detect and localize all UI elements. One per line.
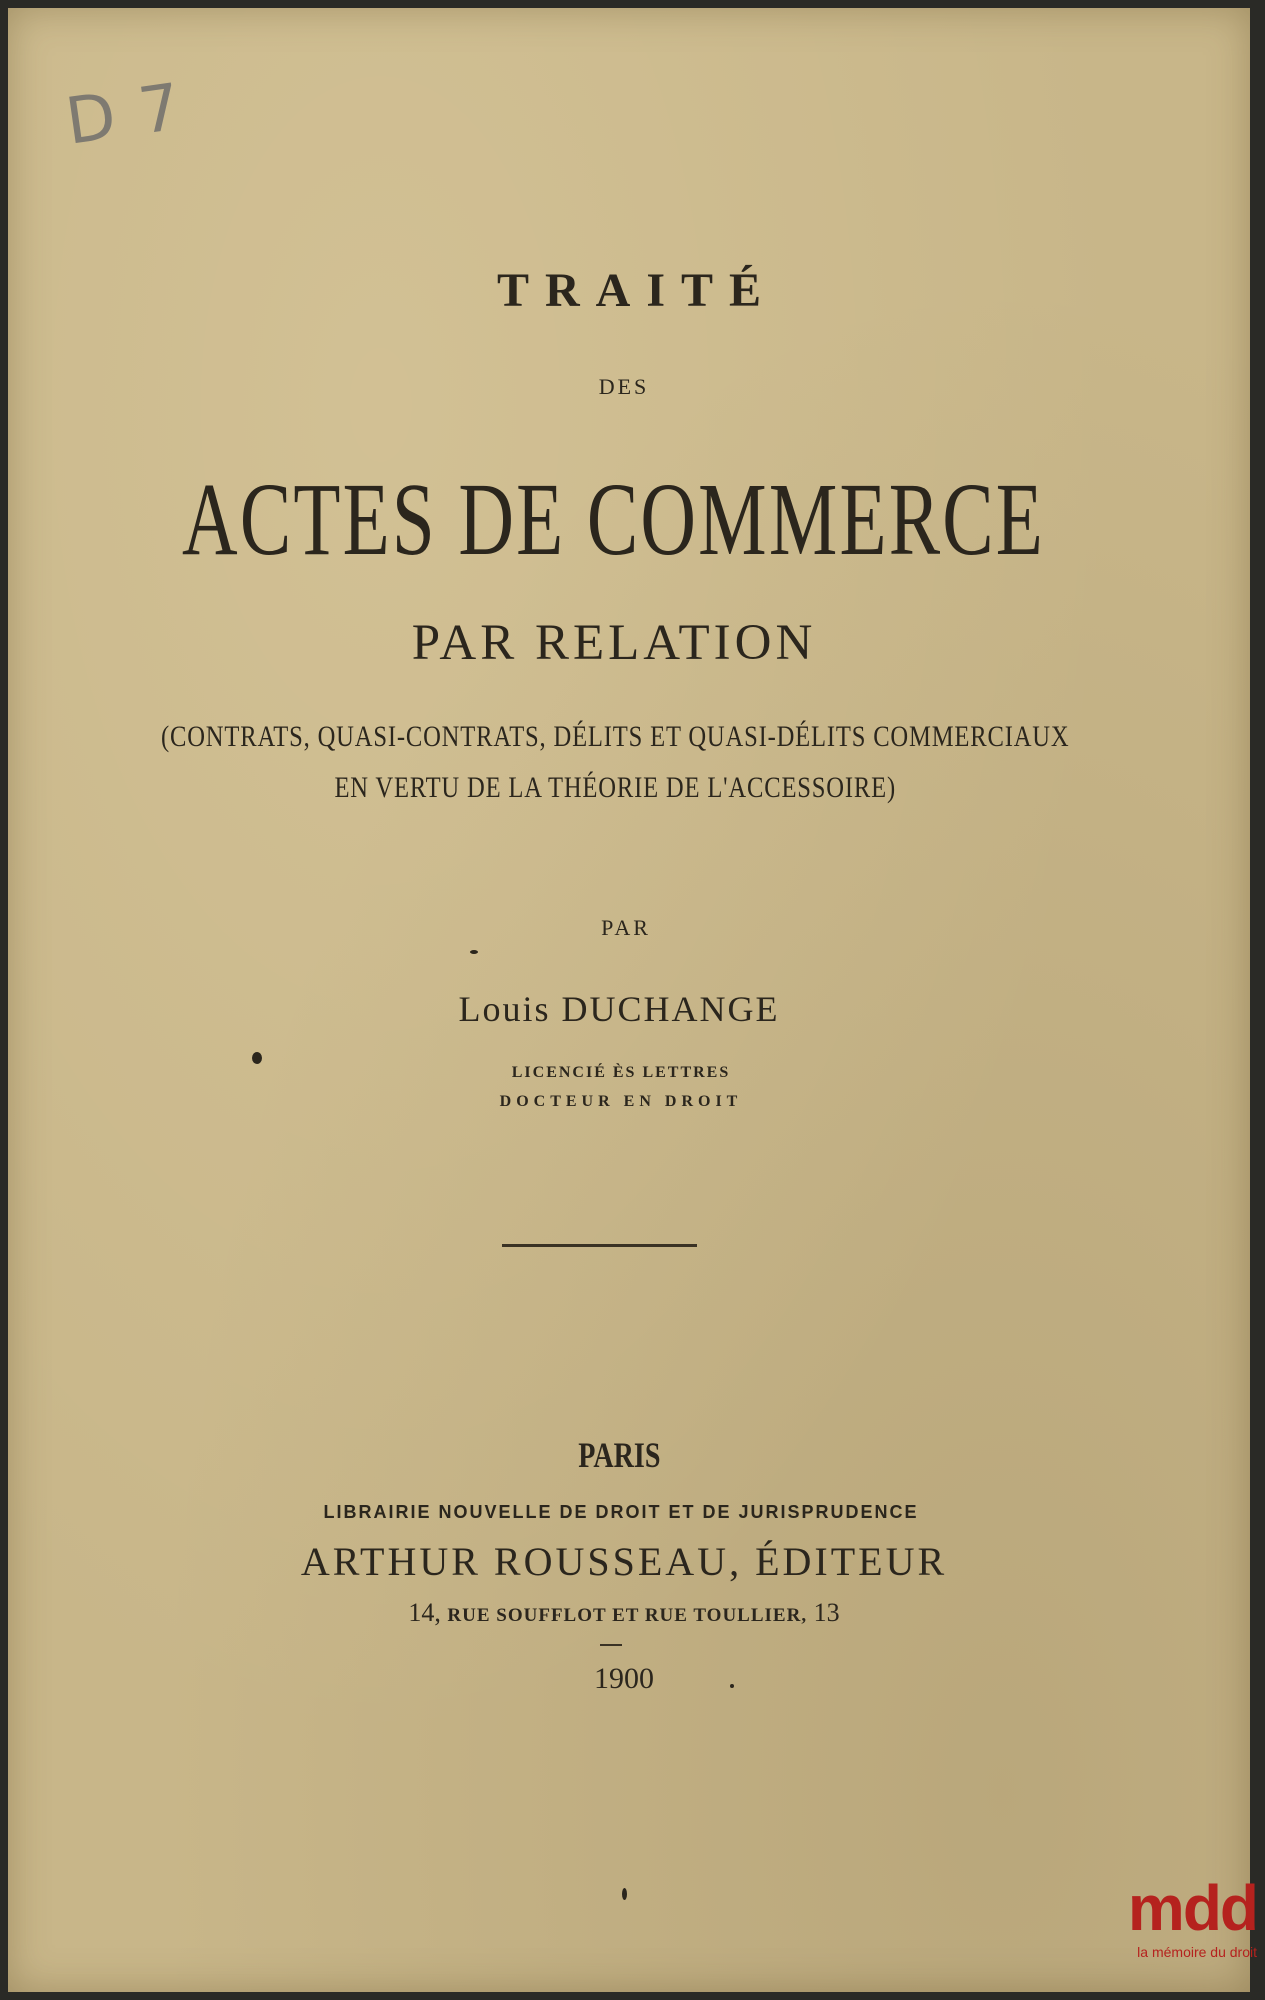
- ink-speck: [252, 1052, 262, 1064]
- book-cover: [8, 8, 1250, 1992]
- title-subheading: PAR RELATION: [411, 615, 817, 671]
- publication-year: 1900: [594, 1662, 654, 1695]
- address-number-1: 14,: [408, 1598, 441, 1627]
- main-title: ACTES DE COMMERCE: [182, 462, 1046, 577]
- mdd-logo: mdd: [1127, 1872, 1257, 1944]
- year-dash: [600, 1644, 622, 1646]
- ink-speck: [622, 1888, 627, 1900]
- publisher-library: LIBRAIRIE NOUVELLE DE DROIT ET DE JURISPRUDENCE: [323, 1502, 919, 1522]
- divider-rule: [502, 1244, 697, 1247]
- publisher-editor: ARTHUR ROUSSEAU, ÉDITEUR: [300, 1539, 948, 1584]
- ink-speck: [730, 1684, 734, 1688]
- handwritten-shelfmark: D 7: [61, 70, 187, 160]
- title-des: DES: [598, 374, 650, 399]
- title-traite: TRAITÉ: [496, 264, 778, 317]
- address-number-2: 13: [813, 1598, 840, 1627]
- publisher-city: PARIS: [578, 1435, 661, 1475]
- subtitle-line-2: EN VERTU DE LA THÉORIE DE L'ACCESSOIRE): [334, 771, 896, 804]
- author-qualification-2: DOCTEUR EN DROIT: [499, 1093, 743, 1110]
- publisher-address: [3, 1598, 1245, 1628]
- author-last-name: DUCHANGE: [561, 989, 780, 1029]
- mdd-tagline: la mémoire du droit: [1137, 1944, 1257, 1960]
- author-name: [0, 988, 1240, 1030]
- mdd-watermark: [1107, 1872, 1257, 1960]
- ink-speck: [470, 950, 478, 954]
- address-street: RUE SOUFFLOT ET RUE TOULLIER,: [447, 1605, 808, 1626]
- author-first-name: Louis: [458, 989, 551, 1029]
- by-label: PAR: [601, 915, 651, 940]
- subtitle-line-1: (CONTRATS, QUASI-CONTRATS, DÉLITS ET QUASI-DÉLITS COMMERCIAUX: [160, 720, 1070, 753]
- author-qualification-1: LICENCIÉ ÈS LETTRES: [511, 1064, 731, 1081]
